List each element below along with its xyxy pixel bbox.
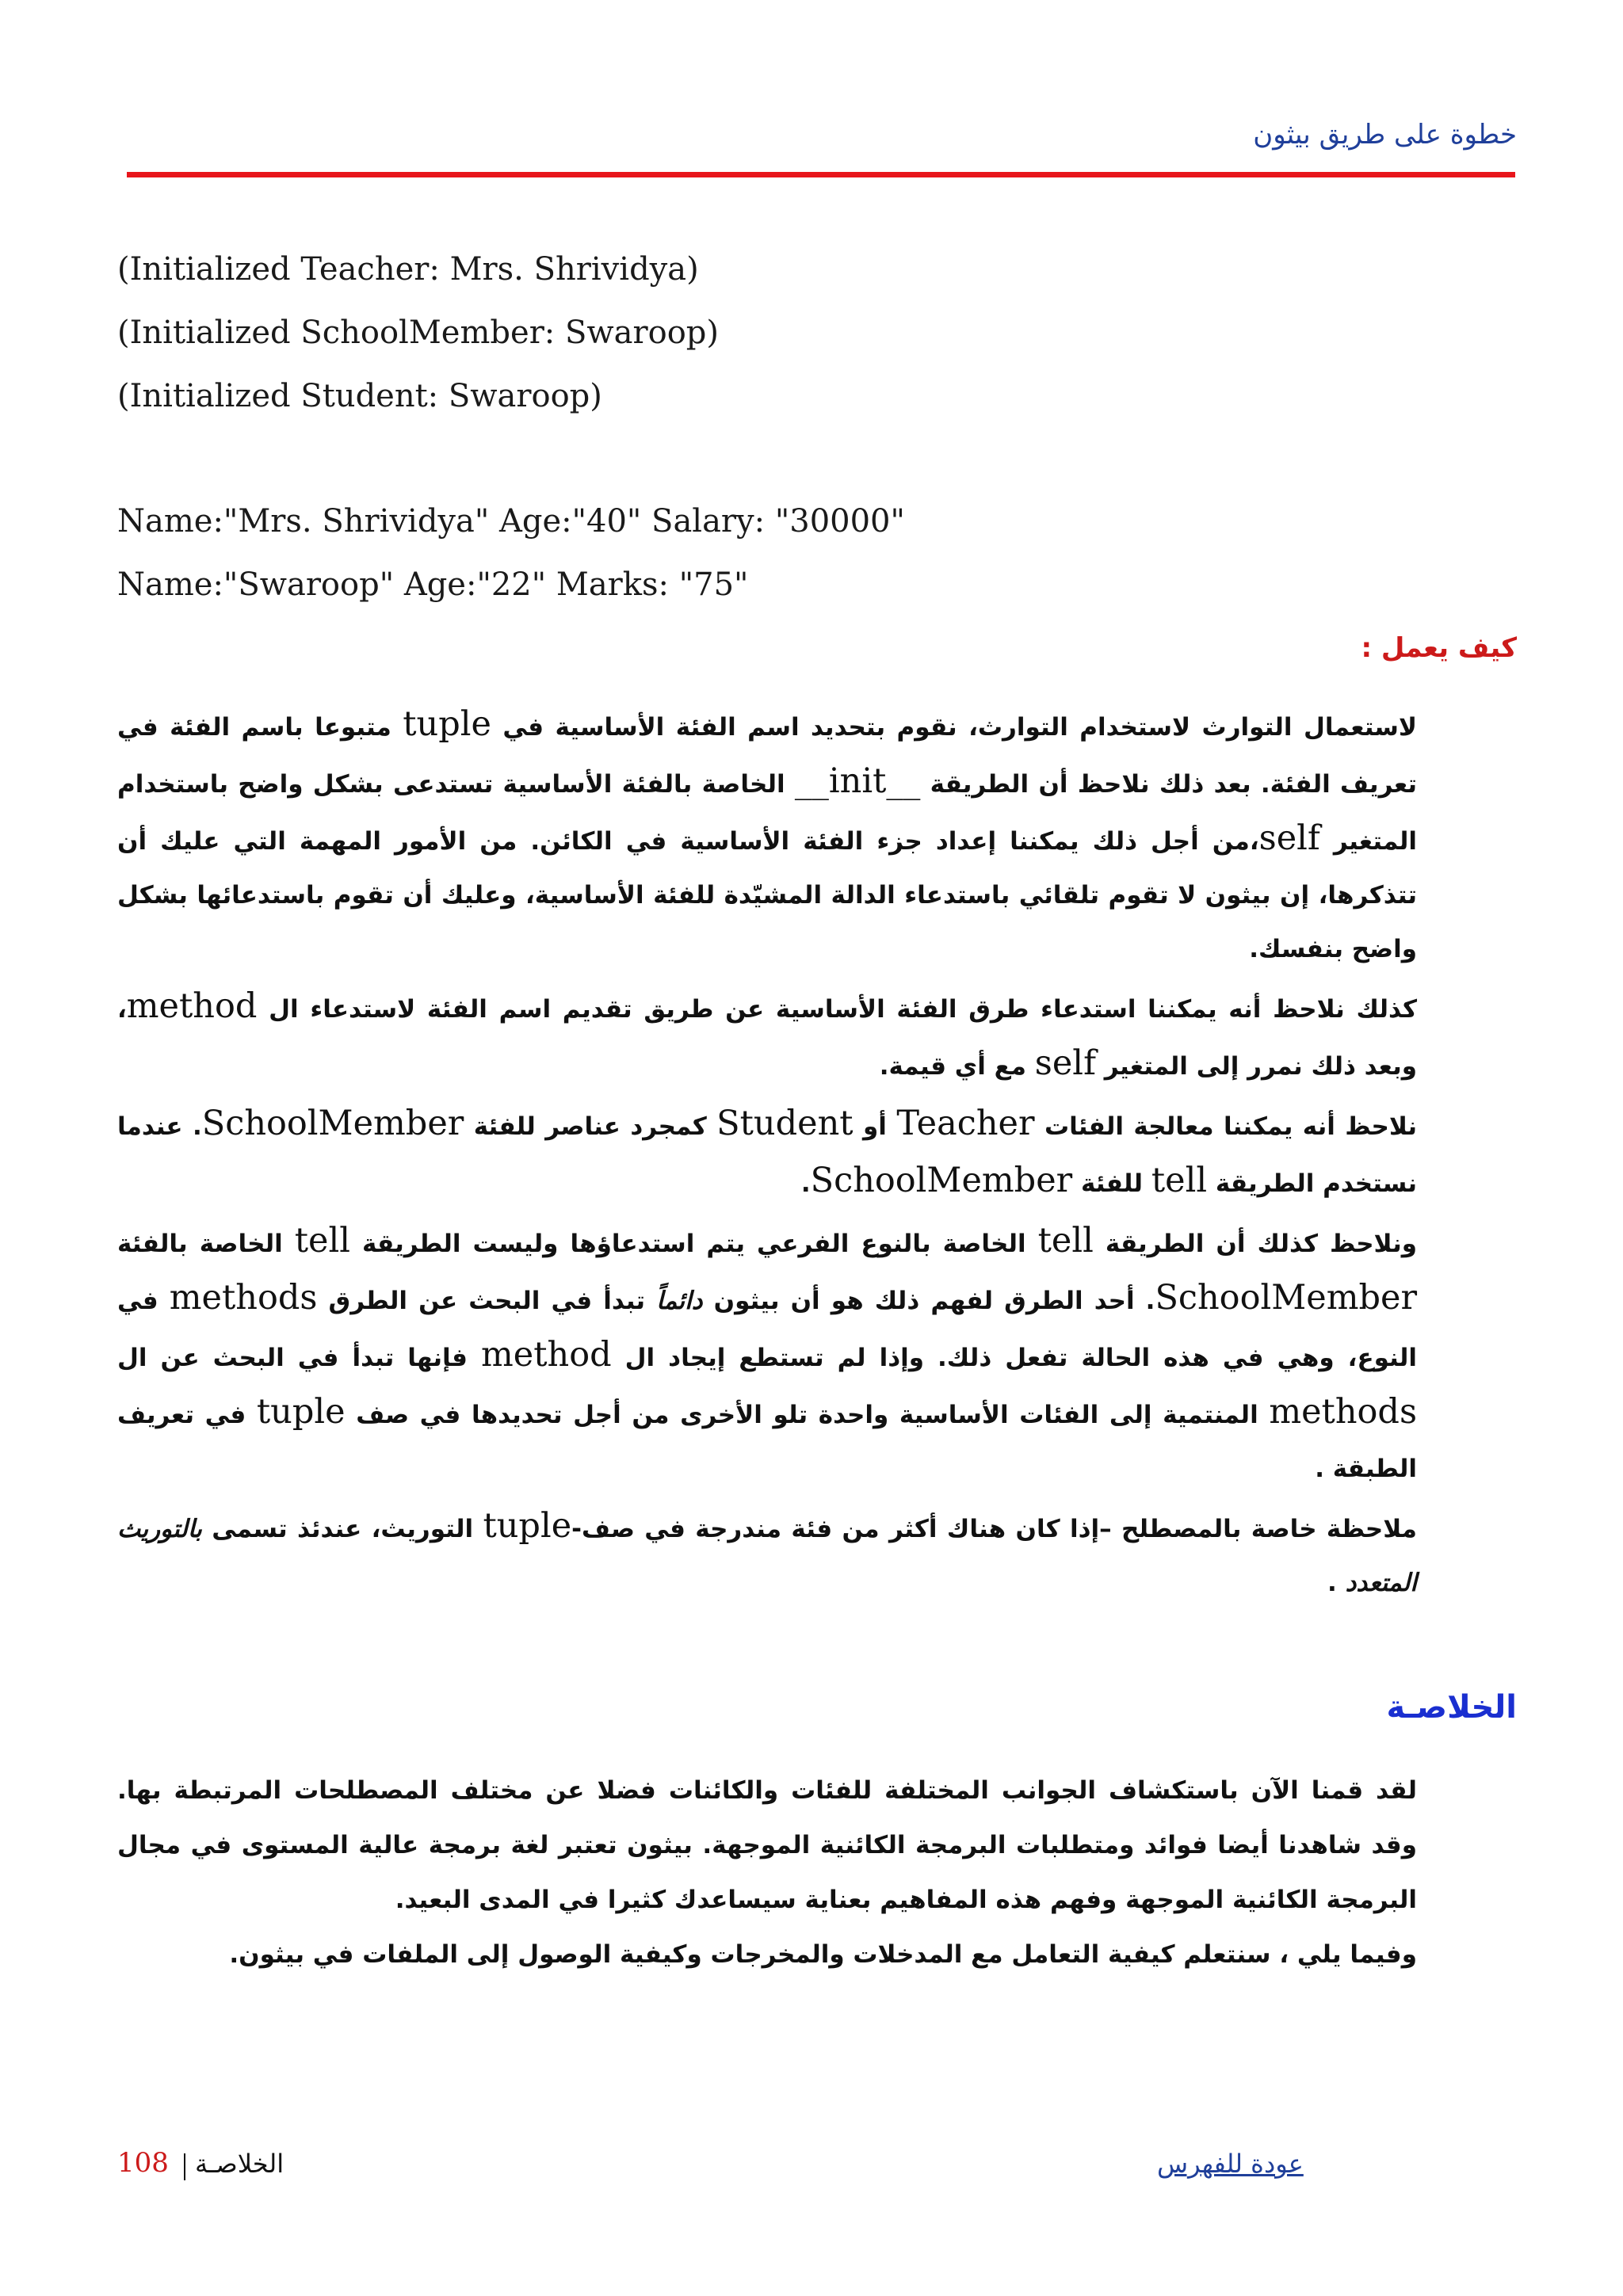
footer-separator xyxy=(184,2153,185,2180)
summary-body xyxy=(117,1764,1417,1982)
paragraph: لقد قمنا الآن باستكشاف الجوانب المختلفة للفئات والكائنات فضلا عن مختلف المصطلحات المرتبطة بها. وقد شاهدنا أيضا فوائد ومتطلبات البرمجة الكائنية الموجهة. بيثون تعتبر لغة برمجة عالية المستوى في مجال البرمجة الكائنية الموجهة وفهم هذه المفاهيم بعناية سيساعدك كثيرا في المدى البعيد. xyxy=(117,1776,1417,1914)
back-to-index-link[interactable]: عودة للفهرس xyxy=(1157,2149,1304,2179)
program-output xyxy=(117,247,1385,626)
how-it-works-heading: كيف يعمل : xyxy=(1361,632,1517,664)
output-line: Name:"Mrs. Shrividya" Age:"40" Salary: "30000" xyxy=(117,503,905,540)
header-rule xyxy=(127,172,1515,177)
paragraph: ملاحظة خاصة بالمصطلح –إذا كان هناك أكثر من فئة مندرجة في صف-tuple التوريث، عندئذ تسمى بالتوريث المتعدد . xyxy=(117,1506,1417,1597)
paragraph: وفيما يلي ، سنتعلم كيفية التعامل مع المدخلات والمخرجات وكيفية الوصول إلى الملفات في بيثون. xyxy=(229,1940,1417,1969)
output-line: (Initialized Teacher: Mrs. Shrividya) xyxy=(117,251,699,288)
header-title: خطوة على طريق بيثون xyxy=(1253,119,1517,151)
footer-section-name: الخلاصـة xyxy=(195,2149,285,2179)
paragraph: لاستعمال التوارث لاستخدام التوارث، نقوم بتحديد اسم الفئة الأساسية في tuple متبوعا باسم الفئة في تعريف الفئة. بعد ذلك نلاحظ أن الطريقة __init__ الخاصة بالفئة الأساسية تستدعى بشكل واضح باستخدام المتغير self،من أجل ذلك يمكننا إعداد جزء الفئة الأساسية في الكائن. من الأمور المهمة التي عليك أن تتذكرها، إن بيثون لا تقوم تلقائي باستدعاء الدالة المشيّدة للفئة الأساسية، وعليك أن تقوم باستدعائها بشكل واضح بنفسك. xyxy=(117,704,1418,963)
paragraph: ونلاحظ كذلك أن الطريقة tell الخاصة بالنوع الفرعي يتم استدعاؤها وليست الطريقة tell الخاصة بالفئة SchoolMember. أحد الطرق لفهم ذلك هو أن بيثون دائماً تبدأ في البحث عن الطرق methods في النوع، وهي في هذه الحالة تفعل ذلك. وإذا لم تستطع إيجاد ال method فإنها تبدأ في البحث عن ال methods المنتمية إلى الفئات الأساسية واحدة تلو الأخرى من أجل تحديدها في صف tuple في تعريف الطبقة . xyxy=(117,1221,1418,1483)
output-line: Name:"Swaroop" Age:"22" Marks: "75" xyxy=(117,566,749,603)
paragraph: نلاحظ أنه يمكننا معالجة الفئات Teacher أو Student كمجرد عناصر للفئة SchoolMember. عندما نستخدم الطريقة tell للفئة SchoolMember. xyxy=(117,1104,1418,1200)
output-line: (Initialized Student: Swaroop) xyxy=(117,378,602,414)
how-it-works-body xyxy=(117,697,1417,1613)
paragraph: كذلك نلاحظ أنه يمكننا استدعاء طرق الفئة الأساسية عن طريق تقديم اسم الفئة لاستدعاء ال method، وبعد ذلك نمرر إلى المتغير self مع أي قيمة. xyxy=(117,986,1417,1083)
summary-heading: الخلاصـة xyxy=(1386,1689,1517,1726)
output-line: (Initialized SchoolMember: Swaroop) xyxy=(117,315,719,351)
page-number: 108 xyxy=(117,2147,169,2179)
